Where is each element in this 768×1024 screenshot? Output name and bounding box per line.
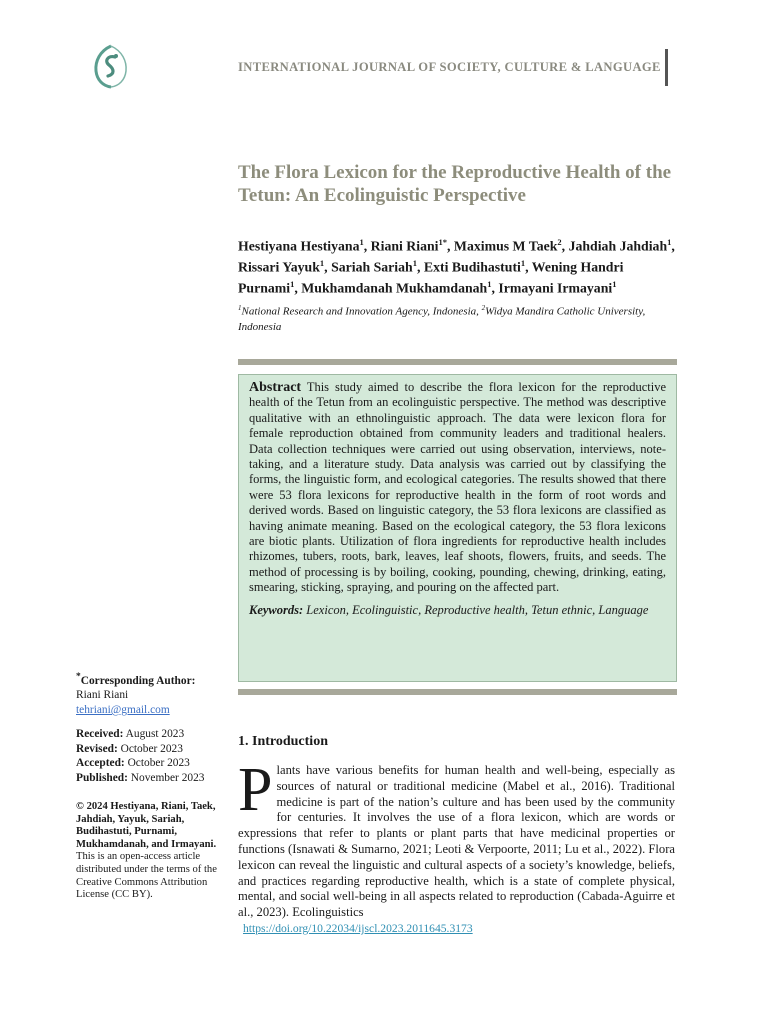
- date-label: Published:: [76, 771, 128, 784]
- affiliation-mark: 1: [238, 304, 242, 312]
- affiliation-text: Widya Mandira Catholic University, Indonesia: [238, 305, 646, 333]
- author-affiliation-mark: 1: [612, 278, 617, 289]
- introduction-paragraph: lants have various benefits for human health and well-being, especially as sources of natural or traditional medicine (Mabel et al., 2016). Traditional medicine is part of the nation’s culture and has been used by the community for centuries. It involves the use of a flora lexicon, which are words or expressions that refer to plants or plant parts that have medicinal properties or functions (Isnawati & Sumarno, 2021; Leoti & Verpoorte, 2011; Lu et al., 2022). Flora lexicon can reveal the linguistic and cultural aspects of a society’s knowledge, beliefs, and practices regarding reproductive health, which is a state of complete physical, mental, and social well-being in all aspects related to reproduction (Cabada-Aguirre et al., 2023). Ecolinguistics: [238, 763, 675, 920]
- date-label: Accepted:: [76, 757, 125, 770]
- keywords-list: Lexicon, Ecolinguistic, Reproductive health, Tetun ethnic, Language: [306, 602, 649, 617]
- journal-logo-icon: [91, 43, 131, 89]
- journal-name: INTERNATIONAL JOURNAL OF SOCIETY, CULTURE & LANGUAGE: [238, 60, 661, 74]
- abstract-body: This study aimed to describe the flora lexicon for the reproductive health of the Tetun from an ecolinguistic perspective. The method was descriptive qualitative with an ethnolinguistic approach. The data were lexicon flora for female reproduction obtained from community leaders and traditional healers. Data collection techniques were carried out using observation, interviews, note-taking, and a literature study. Data analysis was carried out by classifying the forms, the linguistic form, and ecological categories. The results showed that there were 53 flora lexicons for reproductive health in the form of root words and derived words. Based on linguistic category, the 53 flora lexicons are classified as having animate meaning. Based on the ecological category, the 53 flora lexicons are biotic plants. Utilization of flora ingredients for reproductive health includes rhizomes, tubers, roots, bark, leaves, leaf shoots, flowers, fruits, and seeds. The method of processing is by boiling, cooking, pounding, chewing, drinking, eating, smearing, sticking, spraying, and pouring on the affected part.: [249, 380, 667, 595]
- abstract-top-rule: [238, 359, 677, 365]
- abstract-text: [249, 380, 666, 596]
- author-affiliation-mark: 1: [487, 278, 492, 289]
- affiliation-text: National Research and Innovation Agency, Indonesia,: [241, 305, 482, 318]
- date-value: October 2023: [117, 742, 183, 755]
- corresponding-author-email[interactable]: tehriani@gmail.com: [76, 703, 170, 716]
- author-name: Riani Riani: [370, 238, 439, 254]
- doi-link[interactable]: https://doi.org/10.22034/ijscl.2023.2011645.3173: [243, 922, 473, 935]
- date-row: [76, 727, 226, 742]
- date-label: Received:: [76, 728, 124, 740]
- author-affiliation-mark: 1: [520, 257, 526, 268]
- copyright-notice: © 2024 Hestiyana, Riani, Taek, Jahdiah, Yayuk, Sariah, Budihastuti, Purnami, Mukhamdanah, and Irmayani.: [76, 801, 217, 850]
- abstract-bottom-rule: [238, 689, 677, 695]
- author-name: Irmayani Irmayani: [498, 280, 613, 296]
- author-list: Hestiyana Hestiyana$^1$, Riani Riani$^{1*}$, Maximus M Taek$^2$, Jahdiah Jahdiah$^1$, Rissari Yayuk$^1$, Sariah Sariah$^1$, Exti Budihastuti$^1$, Wening Handri Purnami$^1$, Mukhamdanah Mukhamdanah$^1$, Irmayani Irmayani$^1$: [238, 237, 675, 296]
- author-name: Exti Budihastuti: [423, 259, 521, 275]
- drop-cap: P: [238, 756, 273, 824]
- author-name: Sariah Sariah: [331, 259, 413, 275]
- license-text: This is an open-access article distributed under the terms of the Creative Commons Attribution License (CC BY).: [76, 851, 217, 901]
- license-block: [76, 801, 226, 902]
- date-row: [76, 742, 226, 757]
- date-label: Revised:: [76, 742, 118, 755]
- date-row: [76, 771, 226, 786]
- author-affiliation-mark: 2: [557, 237, 562, 247]
- author-name: Mukhamdanah Mukhamdanah: [301, 280, 488, 296]
- corresponding-author-block: [76, 670, 226, 718]
- author-name: Wening Handri Purnami: [238, 259, 624, 296]
- author-name: Rissari Yayuk: [238, 259, 320, 275]
- introduction-body: [238, 756, 675, 921]
- header-rule: [665, 49, 668, 86]
- keywords: [249, 603, 666, 618]
- author-name: Jahdiah Jahdiah: [568, 238, 668, 254]
- author-name: Maximus M Taek: [453, 238, 558, 254]
- abstract-box: [238, 374, 677, 682]
- corresponding-author-label: *Corresponding Author:: [76, 672, 196, 687]
- author-affiliation-mark: 1: [412, 257, 417, 268]
- section-heading-introduction: 1. Introduction: [238, 734, 328, 749]
- affiliations: [238, 301, 678, 335]
- author-affiliation-mark: 1*: [438, 237, 448, 247]
- date-value: August 2023: [123, 728, 185, 740]
- article-dates: [76, 727, 226, 785]
- affiliation-mark: 2: [481, 304, 486, 312]
- date-value: October 2023: [124, 757, 190, 770]
- abstract-heading: Abstract: [249, 380, 302, 395]
- author-affiliation-mark: 1: [359, 237, 364, 247]
- author-name: Hestiyana Hestiyana: [238, 238, 360, 254]
- keywords-label: Keywords:: [249, 602, 304, 617]
- date-value: November 2023: [127, 771, 205, 784]
- author-affiliation-mark: 1: [319, 257, 325, 268]
- author-affiliation-mark: 1: [667, 237, 672, 247]
- date-row: [76, 756, 226, 771]
- corresponding-author-name: Riani Riani: [76, 689, 129, 702]
- article-title: The Flora Lexicon for the Reproductive Health of the Tetun: An Ecolinguistic Perspective: [238, 162, 672, 206]
- author-affiliation-mark: 1: [290, 278, 295, 289]
